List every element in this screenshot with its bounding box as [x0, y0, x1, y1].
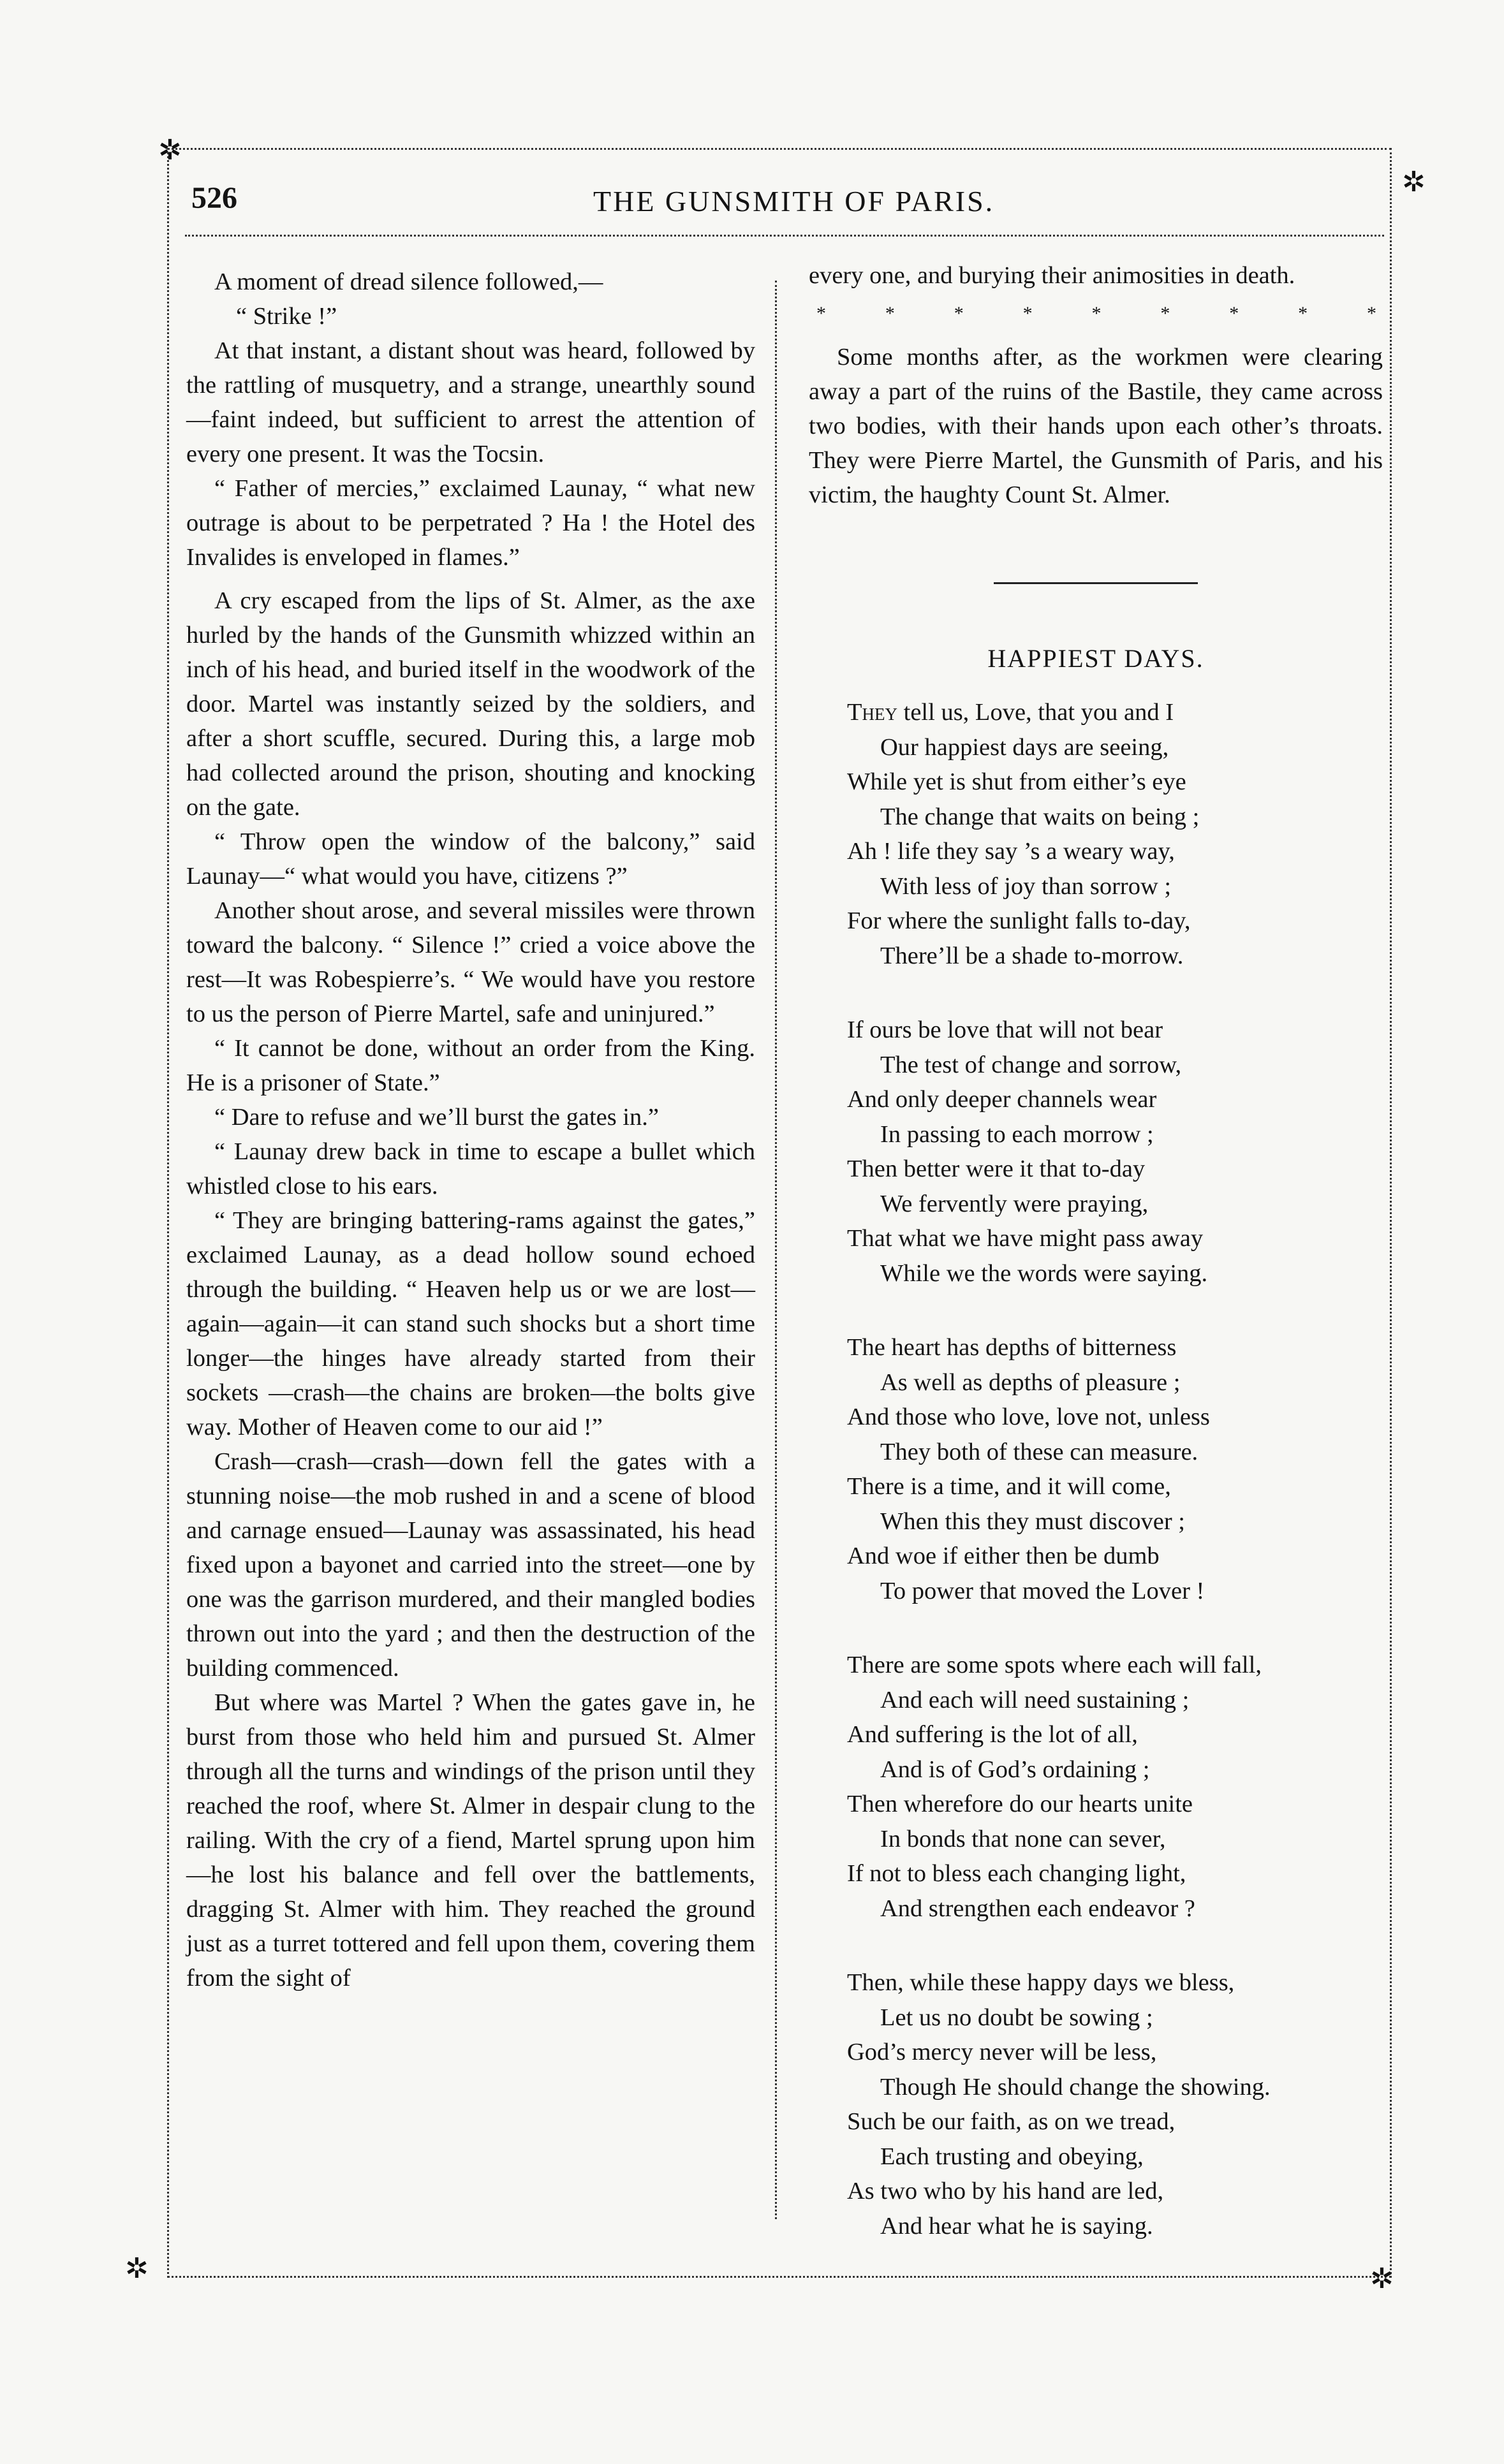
- continuation-text: every one, and burying their animosities in death.: [809, 262, 1295, 289]
- poem-line: There are some spots where each will fall,: [847, 1652, 1262, 1678]
- poem-line: And is of God’s ordaining ;: [880, 1756, 1150, 1783]
- poem-line: That what we have might pass away: [847, 1225, 1204, 1252]
- paragraph: Crash—crash—crash—down fell the gates with a stunning noise—the mob rushed in and a scene of blood and carnage ensued—Launay was assassinated, his head fixed upon a bayonet and carried into the street—one by one was the garrison murdered, and their mangled bodies thrown out into the yard ; and then the destruction of the building commenced.: [186, 1448, 755, 1682]
- poem-line: To power that moved the Lover !: [880, 1577, 1205, 1604]
- section-rule: [994, 582, 1198, 584]
- poem-line: The test of change and sorrow,: [880, 1051, 1182, 1078]
- corner-ornament-top-left: ✲: [158, 134, 182, 166]
- poem-stanza: [847, 1965, 1383, 2243]
- poem-line: The change that waits on being ;: [880, 803, 1200, 830]
- paragraph: A cry escaped from the lips of St. Almer, as the axe hurled by the hands of the Gunsmith whizzed within an inch of his head, and buried itself in the woodwork of the door. Martel was instantly seized by the soldiers, and after a short scuffle, secured. During this, a large mob had collected around the prison, shouting and knocking on the gate.: [186, 587, 755, 821]
- paragraph: “ They are bringing battering-rams against the gates,” exclaimed Launay, as a dead hollow sound echoed through the building. “ Heaven help us or we are lost—again—again—it can stand such shocks but a short time longer—the hinges have already started from their sockets —crash—the chains are broken—the bolts give way. Mother of Heaven come to our aid !”: [186, 1207, 755, 1441]
- poem-line: Let us no doubt be sowing ;: [880, 2004, 1153, 2031]
- poem-stanza: [847, 695, 1383, 973]
- poem-line: There is a time, and it will come,: [847, 1473, 1171, 1500]
- poem-stanza: [847, 1648, 1383, 1926]
- running-title: THE GUNSMITH OF PARIS.: [593, 185, 995, 217]
- poem-line: Then, while these happy days we bless,: [847, 1969, 1235, 1996]
- poem-line: And those who love, love not, unless: [847, 1404, 1210, 1430]
- poem-line: They both of these can measure.: [880, 1438, 1198, 1465]
- poem-line: If ours be love that will not bear: [847, 1016, 1163, 1043]
- poem-line: And only deeper channels wear: [847, 1086, 1157, 1113]
- paragraph: “ Launay drew back in time to escape a bullet which whistled close to his ears.: [186, 1138, 755, 1199]
- poem-line: In bonds that none can sever,: [880, 1825, 1166, 1852]
- poem-line: For where the sunlight falls to-day,: [847, 907, 1191, 934]
- poem-line: With less of joy than sorrow ;: [880, 872, 1172, 900]
- poem-line: And woe if either then be dumb: [847, 1543, 1160, 1569]
- paragraph: “ Father of mercies,” exclaimed Launay, “ what new outrage is about to be perpetrated ? Ha ! the Hotel des Invalides is enveloped in flames.”: [186, 475, 755, 571]
- poem-line: Our happiest days are seeing,: [880, 733, 1169, 761]
- paragraph: But where was Martel ? When the gates gave in, he burst from those who held him and pursued St. Almer through all the turns and windings of the prison until they reached the roof, where St. Almer in despair clung to the railing. With the cry of a fiend, Martel sprung upon him —he lost his balance and fell over the battlements, dragging St. Almer with him. They reached the ground just as a turret tottered and fell upon them, covering them from the sight of: [186, 1689, 755, 1991]
- page-number: 526: [191, 181, 237, 215]
- paragraph: “ Strike !”: [236, 303, 337, 330]
- column-divider: [775, 281, 777, 2219]
- poem-line: Then wherefore do our hearts unite: [847, 1791, 1193, 1817]
- poem-line: While yet is shut from either’s eye: [847, 768, 1186, 795]
- poem-line: God’s mercy never will be less,: [847, 2039, 1157, 2065]
- paragraph: At that instant, a distant shout was heard, followed by the rattling of musquetry, and a strange, unearthly sound—faint indeed, but sufficient to arrest the attention of every one present. It was the Tocsin.: [186, 337, 755, 467]
- poem-line: And suffering is the lot of all,: [847, 1721, 1138, 1748]
- poem-line: As well as depths of pleasure ;: [880, 1368, 1181, 1396]
- paragraph: Another shout arose, and several missiles were thrown toward the balcony. “ Silence !” cried a voice above the rest—It was Robespierre’s. “ We would have you restore to us the person of Pierre Martel, safe and uninjured.”: [186, 897, 755, 1027]
- right-column: [809, 262, 1383, 2283]
- paragraph: “ Throw open the window of the balcony,” said Launay—“ what would you have, citizens ?”: [186, 828, 755, 890]
- poem-line: As two who by his hand are led,: [847, 2178, 1164, 2204]
- poem-line: Ah ! life they say ’s a weary way,: [847, 838, 1175, 865]
- poem-line: When this they must discover ;: [880, 1507, 1185, 1535]
- corner-ornament-top-right: ✲: [1402, 166, 1426, 198]
- paragraph: “ Dare to refuse and we’ll burst the gates in.”: [214, 1104, 660, 1131]
- poem-line: If not to bless each changing light,: [847, 1860, 1186, 1887]
- corner-ornament-bottom-left: ✲: [125, 2252, 149, 2285]
- poem-line: Then better were it that to-day: [847, 1155, 1146, 1182]
- corner-ornament-bottom-right: ✲: [1370, 2262, 1394, 2295]
- poem-line: In passing to each morrow ;: [880, 1120, 1154, 1148]
- poem-line: While we the words were saying.: [880, 1259, 1208, 1287]
- poem-stanza: [847, 1013, 1383, 1291]
- poem-line: And hear what he is saying.: [880, 2212, 1153, 2240]
- header-rule: [185, 235, 1384, 237]
- poem-line: Each trusting and obeying,: [880, 2143, 1144, 2170]
- poem-line: And each will need sustaining ;: [880, 1686, 1190, 1713]
- closing-paragraph: Some months after, as the workmen were clearing away a part of the ruins of the Bastile, they came across two bodies, with their hands upon each other’s throats. They were Pierre Martel, the Gunsmith of Paris, and his victim, the haughty Count St. Almer.: [809, 344, 1383, 508]
- poem-first-word: They: [847, 699, 898, 726]
- poem-line: Such be our faith, as on we tread,: [847, 2108, 1176, 2135]
- poem-line: And strengthen each endeavor ?: [880, 1895, 1195, 1922]
- poem-stanza: [847, 1330, 1383, 1608]
- paragraph: A moment of dread silence followed,—: [214, 268, 603, 295]
- poem-title: HAPPIEST DAYS.: [987, 644, 1204, 673]
- paragraph: “ It cannot be done, without an order from the King. He is a prisoner of State.”: [186, 1035, 755, 1096]
- poem-line: They tell us, Love, that you and I: [847, 699, 1174, 726]
- poem-line: Though He should change the showing.: [880, 2073, 1271, 2101]
- section-break-stars: * * * * * * * * *: [816, 303, 1376, 324]
- page-header: [185, 175, 1384, 226]
- poem-line: We fervently were praying,: [880, 1190, 1149, 1217]
- poem-line: The heart has depths of bitterness: [847, 1334, 1177, 1361]
- left-column: [186, 265, 755, 1995]
- poem-line: There’ll be a shade to-morrow.: [880, 942, 1184, 969]
